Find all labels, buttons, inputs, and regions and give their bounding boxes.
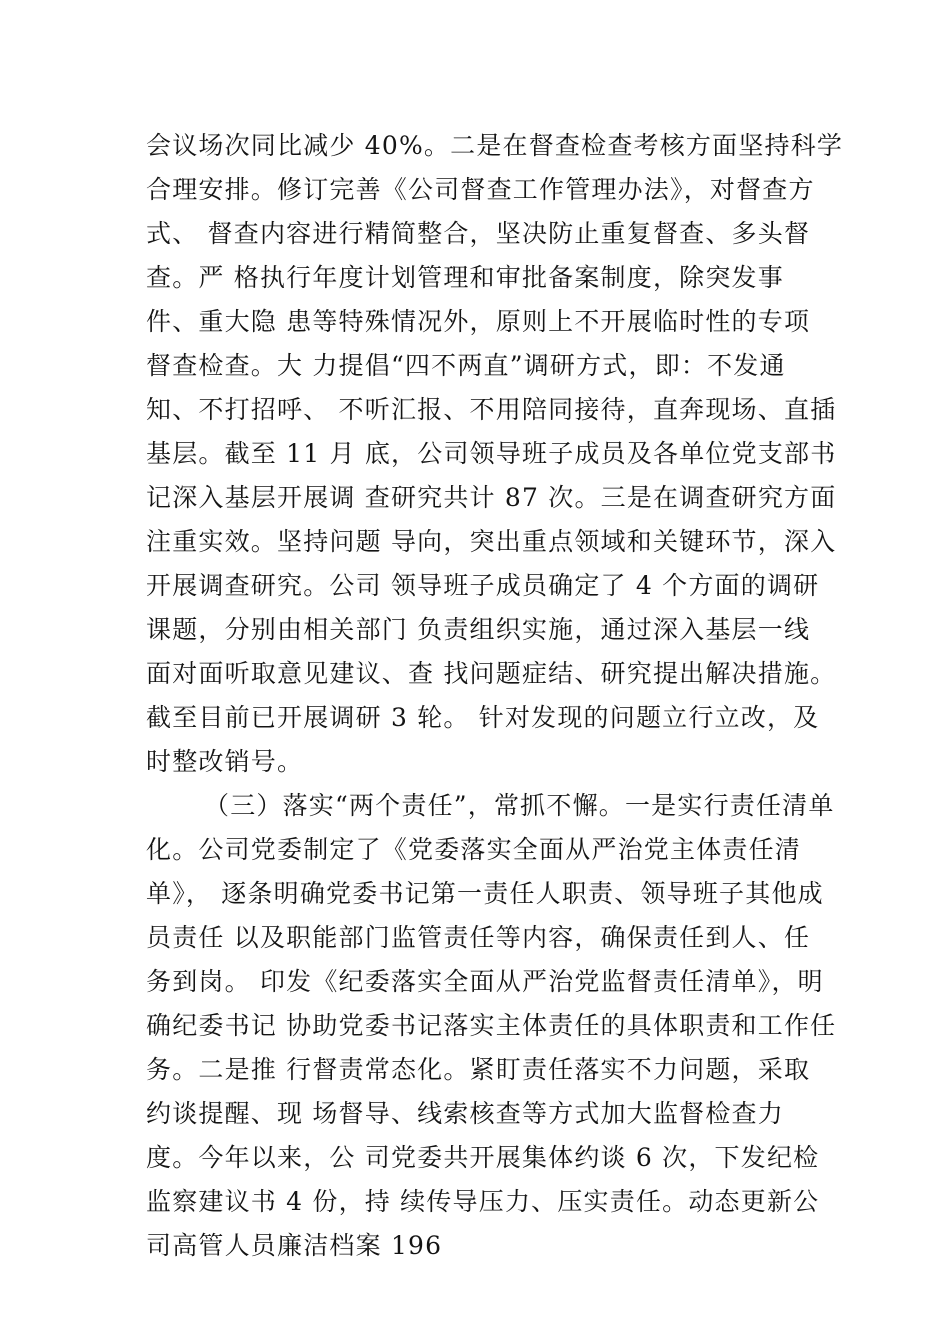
text-line: 会议场次同比减少 40%。二是在督查检查考核方面坚持科学 <box>146 131 844 160</box>
body-text <box>146 124 844 1268</box>
section-heading-line: （三）落实“两个责任”，常抓不懈。一是实行责任清单 <box>204 791 835 820</box>
text-line: 课题，分别由相关部门 负责组织实施，通过深入基层一线 <box>146 615 811 644</box>
text-line: 化。公司党委制定了《党委落实全面从严治党主体责任清 <box>146 835 802 864</box>
text-line: 司高管人员廉洁档案 196 <box>146 1231 443 1260</box>
text-line: 度。今年以来，公 司党委共开展集体约谈 6 次，下发纪检 <box>146 1143 820 1172</box>
text-line: 面对面听取意见建议、查 找问题症结、研究提出解决措施。 <box>146 659 837 688</box>
text-line: 单》， 逐条明确党委书记第一责任人职责、领导班子其他成 <box>146 879 824 908</box>
text-line: 知、不打招呼、 不听汇报、不用陪同接待，直奔现场、直插 <box>146 395 837 424</box>
text-line: 注重实效。坚持问题 导向，突出重点领域和关键环节，深入 <box>146 527 837 556</box>
text-line: 截至目前已开展调研 3 轮。 针对发现的问题立行立改，及 <box>146 703 820 732</box>
text-line: 督查检查。大 力提倡“四不两直”调研方式，即：不发通 <box>146 351 786 380</box>
text-line: 查。严 格执行年度计划管理和审批备案制度，除突发事 <box>146 263 784 292</box>
text-line: 确纪委书记 协助党委书记落实主体责任的具体职责和工作任 <box>146 1011 837 1040</box>
text-line: 式、 督查内容进行精简整合，坚决防止重复督查、多头督 <box>146 219 811 248</box>
text-line: 基层。截至 11 月 底，公司领导班子成员及各单位党支部书 <box>146 439 837 468</box>
text-line: 监察建议书 4 份，持 续传导压力、压实责任。动态更新公 <box>146 1187 820 1216</box>
text-line: 约谈提醒、现 场督导、线索核查等方式加大监督检查力 <box>146 1099 784 1128</box>
text-line: 时整改销号。 <box>146 747 304 776</box>
text-line: 开展调查研究。公司 领导班子成员确定了 4 个方面的调研 <box>146 571 820 600</box>
text-line: 务。二是推 行督责常态化。紧盯责任落实不力问题，采取 <box>146 1055 811 1084</box>
text-line: 件、重大隐 患等特殊情况外，原则上不开展临时性的专项 <box>146 307 811 336</box>
text-line: 务到岗。 印发《纪委落实全面从严治党监督责任清单》，明 <box>146 967 824 996</box>
text-line: 记深入基层开展调 查研究共计 87 次。三是在调查研究方面 <box>146 483 837 512</box>
text-line: 合理安排。修订完善《公司督查工作管理办法》，对督查方 <box>146 175 815 204</box>
text-line: 员责任 以及职能部门监管责任等内容，确保责任到人、任 <box>146 923 811 952</box>
